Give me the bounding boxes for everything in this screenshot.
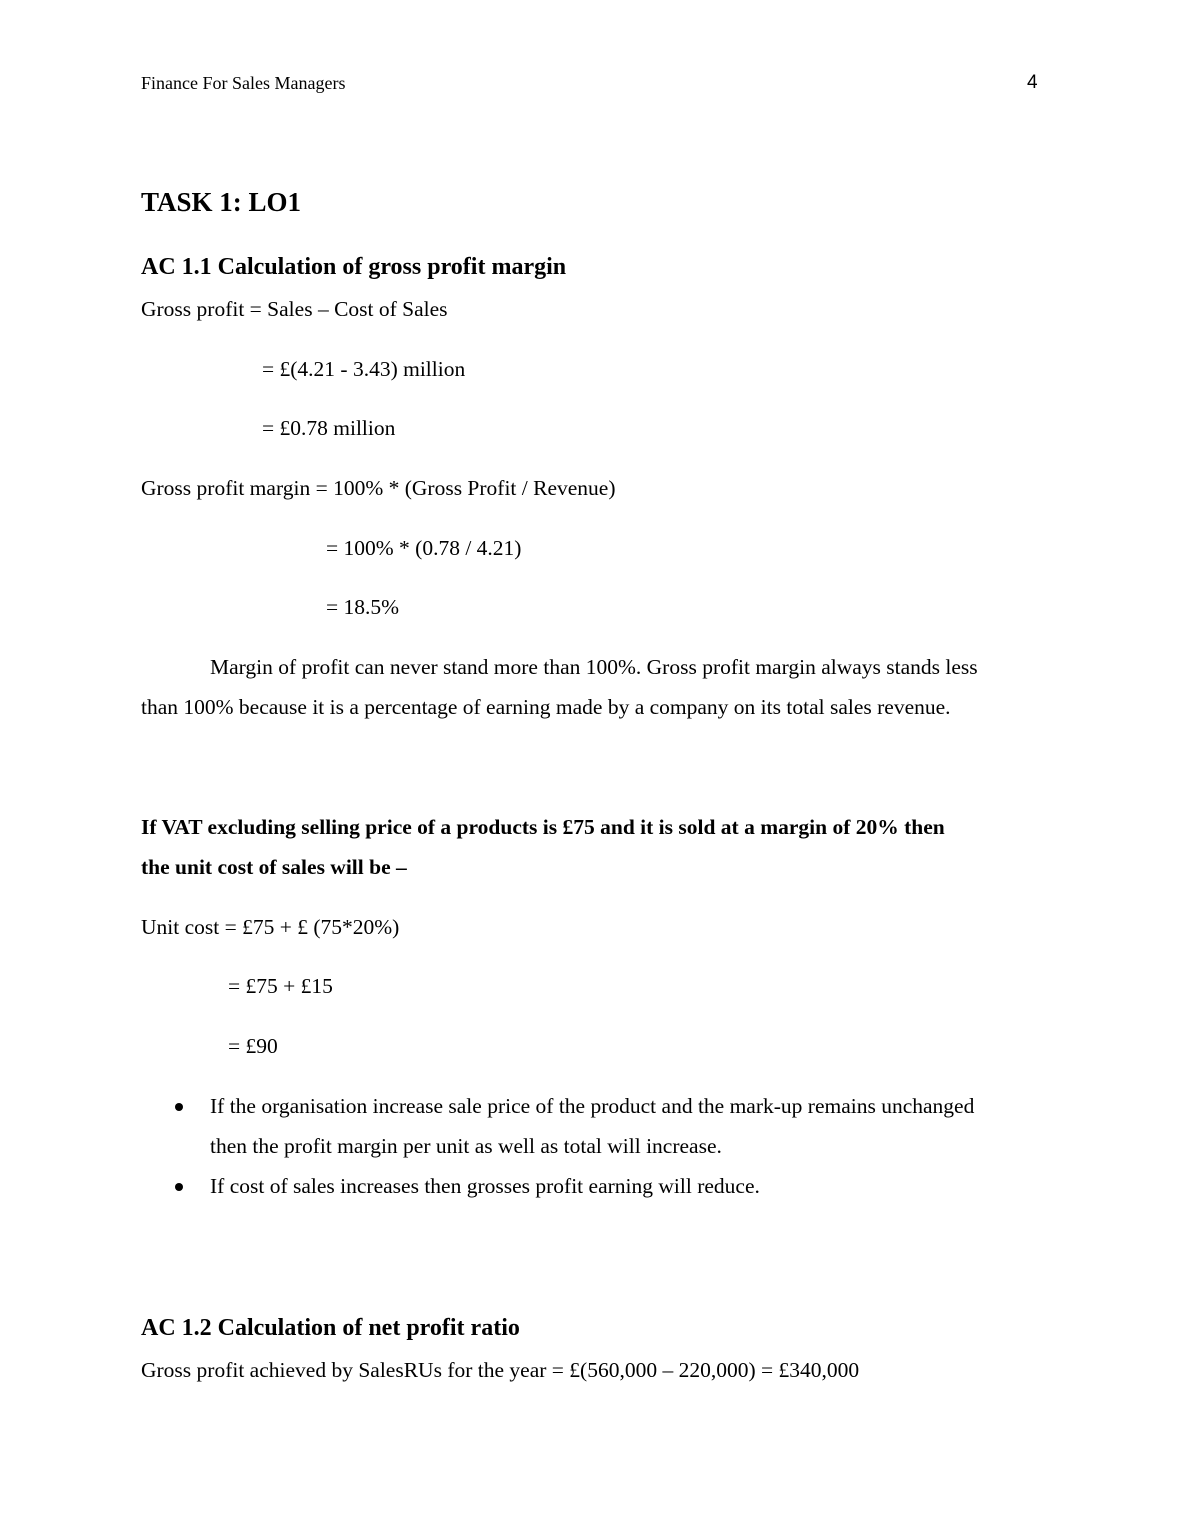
paragraph-line-1: Margin of profit can never stand more than 100%. Gross profit margin always stands less [210, 655, 978, 679]
bullet-1-line-1: If the organisation increase sale price of the product and the mark-up remains unchanged [210, 1094, 975, 1118]
gross-profit-formula: Gross profit = Sales – Cost of Sales [141, 297, 448, 321]
gross-profit-achieved-line: Gross profit achieved by SalesRUs for the year = £(560,000 – 220,000) = £340,000 [141, 1358, 860, 1382]
unit-cost-step-1: = £75 + £15 [228, 974, 333, 998]
gross-profit-step-2: = £0.78 million [262, 416, 396, 440]
margin-formula: Gross profit margin = 100% * (Gross Profit / Revenue) [141, 476, 616, 500]
running-header-title: Finance For Sales Managers [141, 73, 346, 93]
question-line-1: If VAT excluding selling price of a products is £75 and it is sold at a margin of 20% then [141, 815, 945, 839]
section-heading-ac12: AC 1.2 Calculation of net profit ratio [141, 1315, 520, 1341]
bullet-1-line-2: then the profit margin per unit as well as total will increase. [210, 1134, 722, 1158]
unit-cost-step-2: = £90 [228, 1034, 278, 1058]
unit-cost-formula: Unit cost = £75 + £ (75*20%) [141, 915, 400, 939]
paragraph-line-2: than 100% because it is a percentage of earning made by a company on its total sales revenue. [141, 695, 951, 719]
margin-step-2: = 18.5% [326, 595, 400, 619]
bullet-2-line-1: If cost of sales increases then grosses profit earning will reduce. [210, 1174, 760, 1198]
bullet-icon [175, 1103, 183, 1111]
gross-profit-step-1: = £(4.21 - 3.43) million [262, 357, 466, 381]
task-heading: TASK 1: LO1 [141, 187, 302, 217]
bullet-icon [175, 1183, 183, 1191]
section-heading-ac11: AC 1.1 Calculation of gross profit margin [141, 254, 567, 280]
question-line-2: the unit cost of sales will be – [141, 855, 407, 879]
margin-step-1: = 100% * (0.78 / 4.21) [326, 536, 522, 560]
page-number: 4 [1027, 72, 1038, 93]
